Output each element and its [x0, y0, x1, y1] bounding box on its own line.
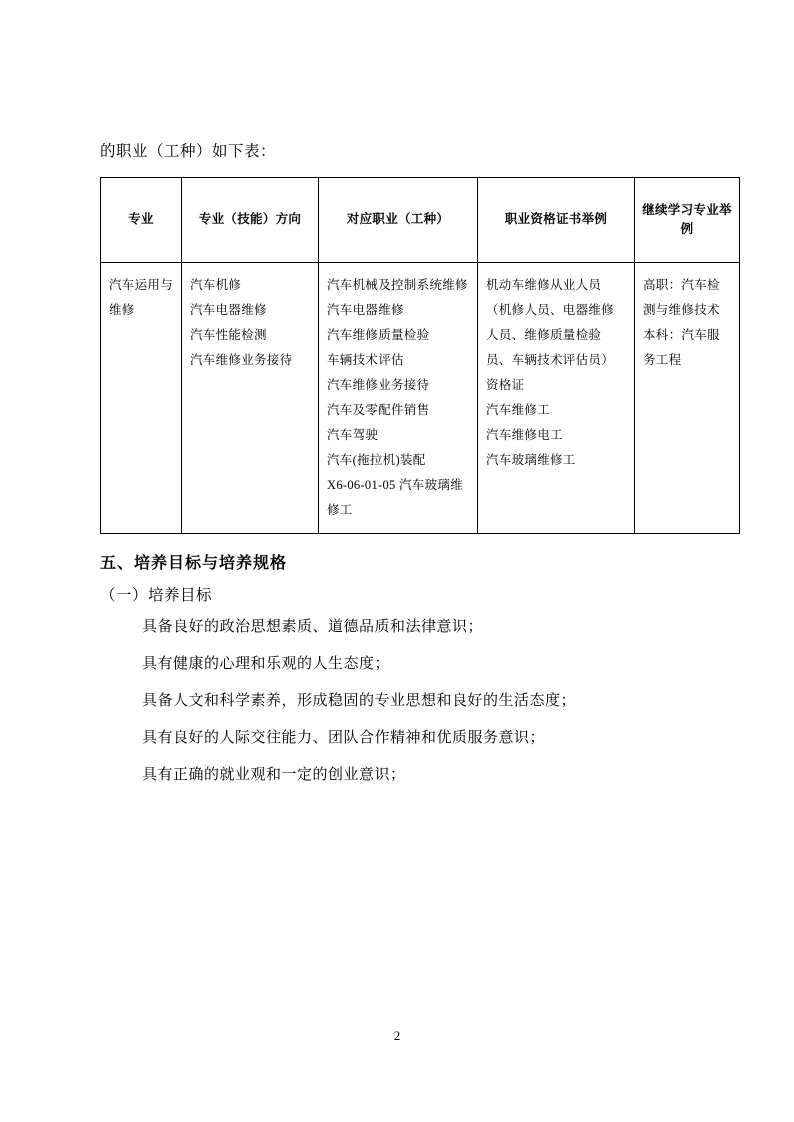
intro-line: 的职业（工种）如下表：	[100, 143, 277, 160]
table-header	[101, 177, 740, 262]
cell-occupations	[319, 262, 478, 533]
cell-directions	[182, 262, 319, 533]
certificate-item: 汽车维修工	[486, 402, 551, 417]
further-study-item: 本科：汽车服务工程	[643, 327, 720, 367]
further-study-item: 高职：汽车检测与维修技术	[643, 277, 720, 317]
occupation-item: 汽车驾驶	[327, 427, 379, 442]
goal-item: 具有正确的就业观和一定的创业意识；	[142, 766, 406, 783]
occupation-item: 汽车电器维修	[327, 302, 404, 317]
direction-item: 汽车性能检测	[190, 327, 267, 342]
occupation-item: 车辆技术评估	[327, 352, 404, 367]
certificate-item: 汽车维修电工	[486, 427, 563, 442]
occupation-item: 汽车机械及控制系统维修	[327, 277, 468, 292]
page-number: 2	[393, 1028, 401, 1043]
direction-item: 汽车电器维修	[190, 302, 267, 317]
header-occupation: 对应职业（工种）	[319, 177, 478, 262]
header-major: 专业	[101, 177, 182, 262]
header-direction: 专业（技能）方向	[182, 177, 319, 262]
section-heading: 五、培养目标与培养规格	[100, 554, 288, 572]
goal-item: 具有健康的心理和乐观的人生态度；	[142, 655, 391, 672]
header-further-study: 继续学习专业举例	[635, 177, 740, 262]
certificate-item: 汽车玻璃维修工	[486, 452, 576, 467]
table-body	[101, 262, 740, 533]
occupation-item: 汽车(拖拉机)装配	[327, 452, 426, 467]
certificate-item: 机动车维修从业人员（机修人员、电器维修人员、维修质量检验员、车辆技术评估员）资格证	[486, 277, 615, 392]
goal-item: 具备良好的政治思想素质、道德品质和法律意识；	[142, 618, 484, 635]
occupation-item: 汽车及零配件销售	[327, 402, 430, 417]
goal-item: 具有良好的人际交往能力、团队合作精神和优质服务意识；	[142, 729, 546, 746]
goal-item: 具备人文和科学素养，形成稳固的专业思想和良好的生活态度；	[142, 692, 577, 709]
table-row	[101, 262, 740, 533]
subsection-heading: （一）培养目标	[100, 586, 213, 604]
table-header-row	[101, 177, 740, 262]
occupation-item: 汽车维修业务接待	[327, 377, 430, 392]
occupation-item: X6-06-01-05 汽车玻璃维修工	[327, 477, 463, 517]
specialty-table	[100, 177, 740, 534]
direction-item: 汽车机修	[190, 277, 242, 292]
direction-item: 汽车维修业务接待	[190, 352, 293, 367]
occupation-item: 汽车维修质量检验	[327, 327, 430, 342]
cell-further-study	[635, 262, 740, 533]
header-certificate: 职业资格证书举例	[478, 177, 635, 262]
cell-certificates	[478, 262, 635, 533]
cell-major: 汽车运用与维修	[101, 262, 182, 533]
